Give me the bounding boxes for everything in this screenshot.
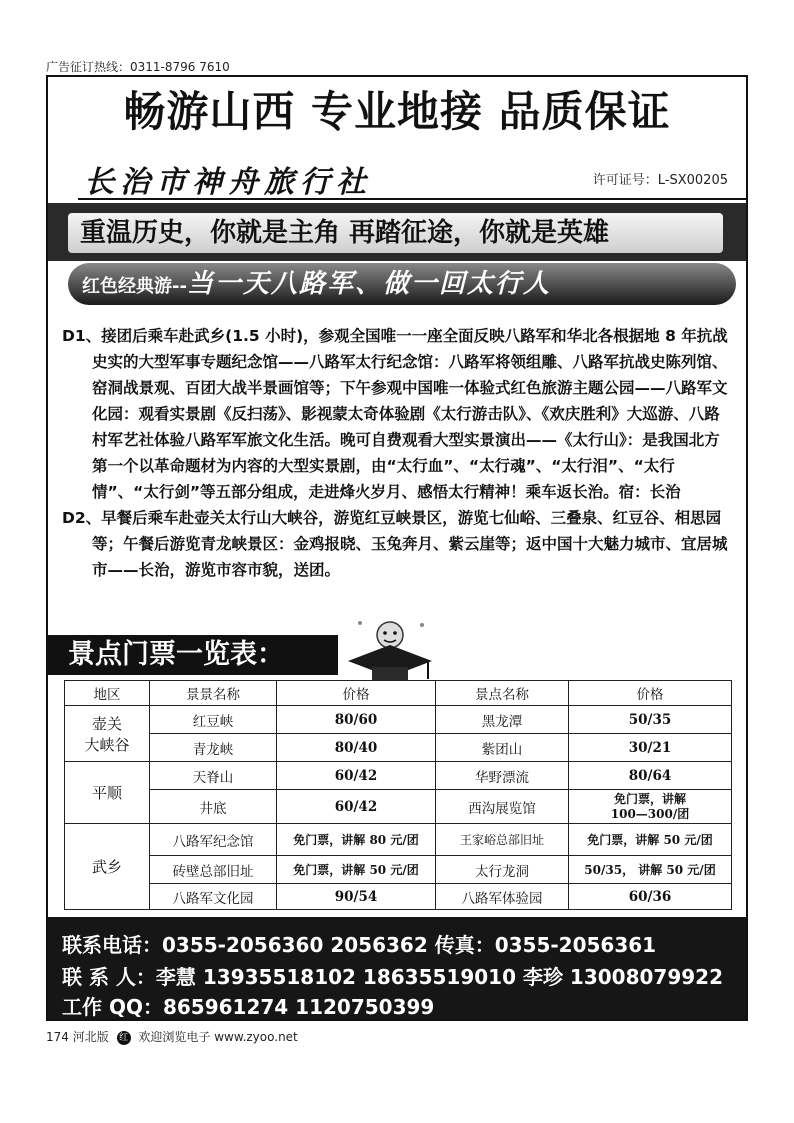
header-site-2: 景点名称 [436, 681, 569, 706]
graduation-cap-icon [340, 609, 440, 689]
site-cell: 砖壁总部旧址 [150, 856, 277, 884]
price-cell: 80/60 [277, 706, 436, 734]
price-cell: 免门票，讲解 50 元/团 [569, 824, 732, 856]
site-cell: 八路军文化园 [150, 884, 277, 910]
ticket-title: 景点门票一览表： [48, 635, 338, 675]
table-row [65, 706, 732, 734]
site-cell: 华野漂流 [436, 762, 569, 790]
contact-band [48, 917, 746, 1021]
price-cell: 80/64 [569, 762, 732, 790]
itinerary-day-2: D2、早餐后乘车赴壶关太行山大峡谷，游览红豆峡景区，游览七仙峪、三叠泉、红豆谷、相思园等；午餐后游览青龙峡景区：金鸡报晓、玉兔奔月、紫云崖等；返中国十大魅力城市、宜居城市——长治，游览市容市貌，送团。 [62, 509, 728, 579]
slogan: 重温历史，你就是主角 再踏征途，你就是英雄 [68, 213, 723, 253]
logo-icon: 红 [117, 1031, 131, 1045]
price-cell: 免门票，讲解 100—300/团 [569, 790, 732, 824]
itinerary [62, 323, 730, 583]
site-cell: 天脊山 [150, 762, 277, 790]
table-row [65, 884, 732, 910]
contact-qq: 工作 QQ：865961274 1120750399 [62, 995, 435, 1019]
price-cell: 免门票，讲解 50 元/团 [277, 856, 436, 884]
page-footer [46, 1028, 298, 1045]
price-cell: 90/54 [277, 884, 436, 910]
table-row [65, 734, 732, 762]
red-tour-label: 红色经典游-- [82, 276, 187, 297]
contact-phone: 联系电话：0355-2056360 2056362 传真：0355-2056361 [62, 933, 657, 957]
site-cell: 红豆峡 [150, 706, 277, 734]
price-cell: 60/42 [277, 790, 436, 824]
headline: 畅游山西 专业地接 品质保证 [123, 87, 671, 136]
site-cell: 八路军纪念馆 [150, 824, 277, 856]
table-row [65, 824, 732, 856]
contact-person: 联 系 人：李慧 13935518102 18635519010 李珍 13008079922 [62, 965, 724, 989]
edition-label: 河北版 [72, 1030, 109, 1044]
header-region: 地区 [65, 681, 150, 706]
region-cell: 武乡 [65, 824, 150, 910]
table-header-row [65, 681, 732, 706]
ad-hotline: 广告征订热线：0311-8796 7610 [46, 60, 230, 74]
price-cell: 60/42 [277, 762, 436, 790]
header-price-2: 价格 [569, 681, 732, 706]
site-cell: 八路军体验园 [436, 884, 569, 910]
price-cell: 30/21 [569, 734, 732, 762]
page-number: 174 [46, 1030, 69, 1044]
price-cell: 60/36 [569, 884, 732, 910]
price-cell: 80/40 [277, 734, 436, 762]
price-cell: 50/35， 讲解 50 元/团 [569, 856, 732, 884]
price-cell: 50/35 [569, 706, 732, 734]
license-number: 许可证号：L-SX00205 [592, 173, 728, 188]
ticket-table [64, 680, 732, 910]
red-tour-headline: 当一天八路军、做一回太行人 [186, 269, 551, 299]
site-cell: 太行龙洞 [436, 856, 569, 884]
header-site: 景景名称 [150, 681, 277, 706]
itinerary-day-1: D1、接团后乘车赴武乡(1.5 小时)，参观全国唯一一座全面反映八路军和华北各根据地 8 年抗战史实的大型军事专题纪念馆——八路军太行纪念馆：八路军将领组雕、八路军抗战史陈列馆、窑洞战景观、百团大战半景画馆等；下午参观中国唯一体验式红色旅游主题公园——八路军文化园：观看实景剧《反扫荡》、影视蒙太奇体验剧《太行游击队》、《欢庆胜利》大巡游、八路村军艺社体验八路军军旅文化生活。晚可自费观看大型实景演出——《太行山》：是我国北方第一个以革命题材为内容的大型实景剧，由“太行血”、“太行魂”、“太行泪”、“太行情”、“太行剑”等五部分组成，走进烽火岁月、感悟太行精神！乘车返长治。宿：长治 [62, 327, 728, 501]
site-cell: 青龙峡 [150, 734, 277, 762]
website-link[interactable]: 欢迎浏览电子 www.zyoo.net [138, 1030, 298, 1044]
table-row [65, 790, 732, 824]
table-row [65, 762, 732, 790]
site-cell: 黑龙潭 [436, 706, 569, 734]
site-cell: 王家峪总部旧址 [436, 824, 569, 856]
red-tour-banner [68, 263, 736, 305]
region-cell: 壶关 大峡谷 [65, 706, 150, 762]
site-cell: 西沟展览馆 [436, 790, 569, 824]
region-cell: 平顺 [65, 762, 150, 824]
price-cell: 免门票，讲解 80 元/团 [277, 824, 436, 856]
header-price: 价格 [277, 681, 436, 706]
company-name: 长治市神舟旅行社 [84, 165, 372, 200]
table-row [65, 856, 732, 884]
ad-frame [46, 75, 748, 1021]
site-cell: 井底 [150, 790, 277, 824]
site-cell: 紫团山 [436, 734, 569, 762]
divider [78, 198, 748, 200]
